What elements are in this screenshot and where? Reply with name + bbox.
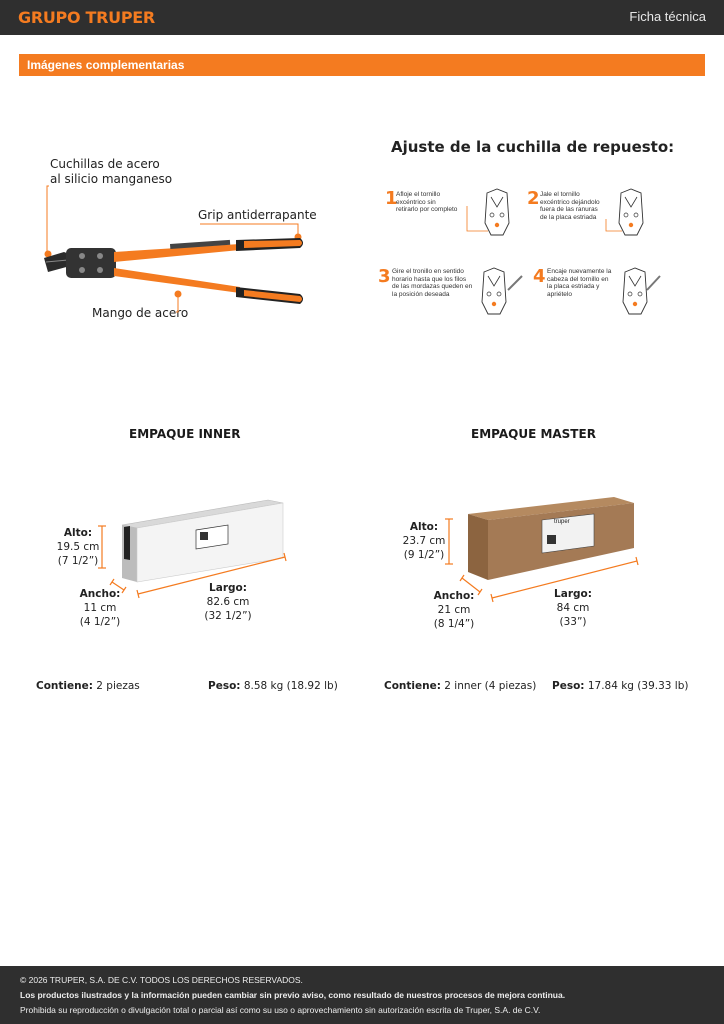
master-contents: Contiene: 2 inner (4 piezas) — [384, 680, 537, 692]
footer-notice: Los productos ilustrados y la información pueden cambiar sin previo aviso, como resultado de nuestros procesos de mejora continua. — [20, 990, 566, 1000]
inner-weight: Peso: 8.58 kg (18.92 lb) — [208, 680, 338, 692]
inner-length: Largo: 82.6 cm (32 1/2”) — [204, 582, 252, 622]
inner-package-title: EMPAQUE INNER — [129, 427, 241, 441]
callout-grip: Grip antiderrapante — [198, 208, 317, 222]
step-1-text: Afloje el tornillo excéntrico sin retirarlo por completo — [396, 191, 458, 213]
step-4-number: 4 — [533, 266, 546, 287]
master-box-brand: truper — [554, 519, 570, 525]
master-width: Ancho: 21 cm (8 1/4”) — [433, 590, 475, 630]
step-1-number: 1 — [385, 188, 398, 209]
step-2-number: 2 — [527, 188, 540, 209]
footer-prohibition: Prohibida su reproducción o divulgación total o parcial así como su uso o aprovechamiento sin autorización escrita de Truper, S.A. de C.V. — [20, 1005, 541, 1015]
step-3-text: Gire el tronillo en sentido horario hasta que los filos de las mordazas queden en la posición deseada — [392, 268, 473, 298]
master-weight: Peso: 17.84 kg (39.33 lb) — [552, 680, 689, 692]
callout-handle: Mango de acero — [92, 306, 189, 320]
inner-height: Alto: 19.5 cm (7 1/2”) — [56, 527, 100, 567]
step-4-text: Encaje nuevamente la cabeza del tornillo en la placa estriada y apriételo — [547, 268, 612, 298]
inner-width: Ancho: 11 cm (4 1/2”) — [79, 588, 121, 628]
section-title: Imágenes complementarias — [27, 58, 185, 72]
callout-blades: Cuchillas de acero al silicio manganeso — [50, 157, 173, 186]
master-height: Alto: 23.7 cm (9 1/2”) — [402, 521, 446, 561]
brand-logo: GRUPO TRUPER — [18, 8, 155, 27]
footer-copyright: © 2026 TRUPER, S.A. DE C.V. TODOS LOS DERECHOS RESERVADOS. — [20, 975, 303, 985]
adjustment-title: Ajuste de la cuchilla de repuesto: — [391, 138, 675, 156]
footer — [0, 966, 724, 1024]
document-type: Ficha técnica — [629, 9, 706, 24]
step-2-text: Jale el tornillo excéntrico dejándolo fuera de las ranuras de la placa estriada — [540, 191, 600, 221]
master-package-title: EMPAQUE MASTER — [471, 427, 596, 441]
inner-contents: Contiene: 2 piezas — [36, 680, 140, 692]
master-length: Largo: 84 cm (33”) — [554, 588, 592, 628]
step-3-number: 3 — [378, 266, 391, 287]
